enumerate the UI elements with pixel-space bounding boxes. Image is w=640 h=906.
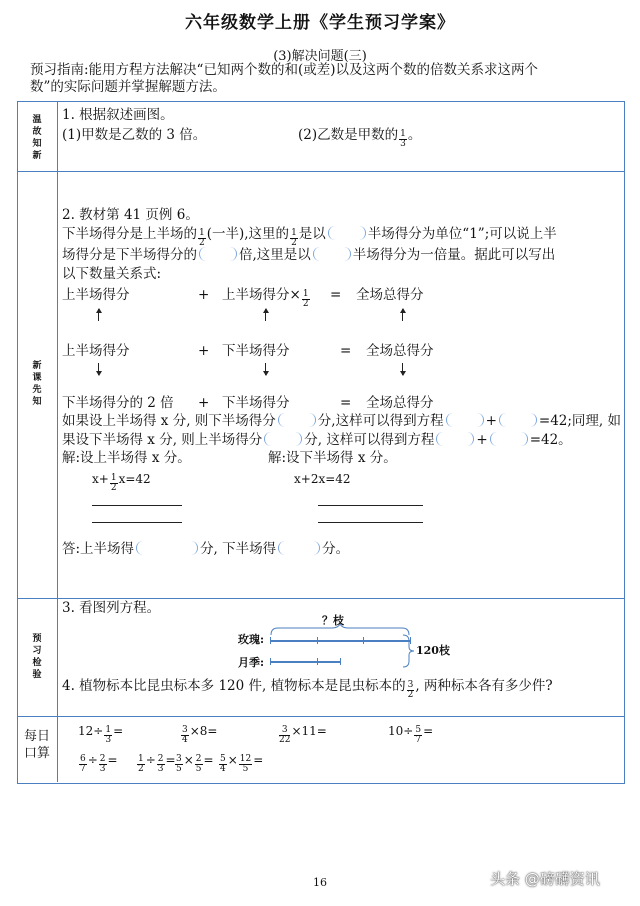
answer-blank[interactable]	[199, 247, 237, 261]
fraction-three-halves	[407, 681, 415, 700]
frac-den: 2	[110, 483, 117, 493]
eq1-b: x=42	[118, 472, 151, 486]
section-review-text: 温故知新	[32, 115, 42, 161]
frac-den: 2	[138, 764, 144, 774]
l2c: 半场得分为一倍量。据此可以写出	[352, 247, 556, 263]
frac-num: 2	[99, 754, 106, 764]
bar-tick	[270, 658, 271, 665]
rose-label: 玫瑰:	[238, 633, 265, 646]
fraction-one-third	[399, 130, 407, 149]
frac-num: 6	[80, 754, 86, 764]
c4-pre: 10÷	[388, 724, 414, 738]
q1b-text: (2)乙数是甲数的	[298, 127, 399, 143]
rel2-eq: =	[340, 343, 352, 359]
arrow-down-icon	[265, 363, 266, 375]
c2-post: ×8=	[189, 724, 218, 738]
page-title: 六年级数学上册《学生预习学案》	[185, 13, 455, 33]
frac-num: 3	[182, 725, 188, 735]
arrow-down-icon	[402, 363, 403, 375]
frac	[104, 726, 112, 745]
frac-den: 3	[105, 735, 112, 745]
frac-den: 5	[195, 764, 202, 774]
c3-post: ×11=	[291, 724, 327, 738]
frac-num: 1	[400, 129, 406, 139]
l5c: +	[476, 432, 488, 448]
frac-num: 5	[415, 725, 422, 735]
frac-den: 22	[279, 735, 291, 745]
answer-blank[interactable]	[313, 247, 351, 261]
rel3-a: 下半场得分的 2 倍	[62, 395, 174, 411]
frac-num: 12	[239, 754, 252, 764]
op: =	[165, 753, 176, 767]
frac-den: 4	[182, 735, 188, 745]
ans-b: 分, 下半场得	[200, 541, 277, 557]
rel1-plus: +	[198, 287, 210, 303]
new-line-5	[62, 432, 572, 449]
frac-den: 3	[99, 764, 106, 774]
answer-blank[interactable]	[436, 432, 474, 446]
c1-post: =	[113, 724, 124, 738]
answer-blank[interactable]	[446, 413, 484, 427]
bar-tick	[340, 658, 341, 665]
fraction-half	[198, 229, 206, 248]
frac-num: 2	[157, 754, 164, 764]
answer-blank[interactable]	[278, 413, 316, 427]
section-new-text: 新课先知	[32, 361, 42, 407]
c8-post: =	[253, 753, 264, 767]
rel2-a: 上半场得分	[62, 343, 130, 359]
frac	[414, 726, 422, 745]
rel2-c: 全场总得分	[366, 343, 434, 359]
answer-line[interactable]	[92, 505, 182, 506]
guide-line-2: 数”的实际问题并掌握解题方法。	[30, 79, 226, 95]
rel3-b: 下半场得分	[222, 395, 290, 411]
q4-post: , 两种标本各有多少件?	[415, 678, 553, 694]
frac-num: 3	[176, 754, 182, 764]
frac	[181, 726, 189, 745]
solution-1: 解:设上半场得 x 分。	[62, 450, 191, 466]
row-divider-2	[17, 598, 624, 599]
q1b-post: 。	[407, 127, 422, 143]
op: ÷	[87, 753, 98, 767]
chinarose-label: 月季:	[238, 656, 265, 669]
row-divider-3	[17, 716, 624, 717]
op: ×	[183, 753, 194, 767]
review-q1: 1. 根据叙述画图。	[62, 107, 174, 123]
row-divider-1	[17, 171, 624, 172]
rel2-plus: +	[198, 343, 210, 359]
new-line-4	[62, 413, 621, 430]
section-label-daily	[17, 728, 57, 762]
frac	[175, 755, 183, 774]
rel1-c: 全场总得分	[356, 287, 424, 303]
frac	[195, 755, 203, 774]
bar-tick	[270, 637, 271, 644]
l4b: 分,这样可以得到方程	[317, 413, 444, 429]
frac	[239, 755, 252, 774]
page-number: 16	[313, 876, 327, 889]
brace-right-icon	[402, 634, 416, 668]
rel3-eq: =	[340, 395, 352, 411]
answer-blank[interactable]	[278, 541, 320, 555]
section-daily-line2: 口算	[23, 746, 50, 761]
bar-tick	[317, 637, 318, 644]
review-q1b	[298, 127, 421, 149]
frac-den: 2	[407, 690, 414, 700]
answer-statement	[62, 541, 349, 558]
new-line-3: 以下数量关系式:	[62, 266, 162, 282]
fraction-half-3	[302, 290, 310, 309]
l5a: 果设下半场得 x 分, 则上半场得分	[62, 432, 263, 448]
op: ×	[227, 753, 238, 767]
answer-blank[interactable]	[136, 541, 198, 555]
frac-den: 3	[157, 764, 164, 774]
brace-top-icon	[270, 624, 410, 636]
answer-line[interactable]	[318, 522, 423, 523]
answer-blank[interactable]	[264, 432, 302, 446]
calc-2	[180, 724, 217, 745]
frac-num: 1	[291, 228, 297, 238]
l2a: 场得分是下半场得分的	[62, 247, 197, 263]
chinarose-bar	[270, 661, 340, 663]
ans-a: 答:上半场得	[62, 541, 135, 557]
l1b: (一半),这里的	[206, 226, 290, 242]
frac	[99, 755, 107, 774]
l4a: 如果设上半场得 x 分, 则下半场得分	[62, 413, 276, 429]
c5-post: =	[107, 753, 118, 767]
frac-den: 5	[242, 764, 249, 774]
calc-3	[278, 724, 327, 745]
frac-den: 3	[400, 139, 406, 149]
frac	[137, 755, 145, 774]
rel1-b	[222, 287, 311, 309]
op: ÷	[145, 753, 156, 767]
total-label: 120枝	[416, 644, 450, 657]
lesson-subtitle: (3)解决问题(三)	[273, 49, 367, 64]
rel3-plus: +	[198, 395, 210, 411]
arrow-down-icon	[98, 363, 99, 375]
frac-num: 1	[105, 725, 112, 735]
eq1-a: x+	[92, 472, 109, 486]
rel2-b: 下半场得分	[222, 343, 290, 359]
frac-num: 3	[279, 726, 290, 736]
frac-num: 1	[138, 754, 144, 764]
answer-line[interactable]	[318, 505, 423, 506]
frac-num: 1	[110, 473, 117, 483]
calc-1	[78, 724, 123, 745]
l2b: 倍,这里是以	[239, 247, 311, 263]
rose-bar	[270, 640, 410, 642]
calc-5	[78, 753, 118, 774]
section-check-text: 预习检验	[32, 634, 42, 680]
fraction-half-2	[290, 229, 298, 248]
arrow-up-icon	[402, 309, 403, 321]
check-q3: 3. 看图列方程。	[62, 600, 161, 616]
frac-den: 2	[199, 238, 205, 248]
l4c: +	[485, 413, 497, 429]
calc-8	[218, 753, 263, 774]
equation-1	[92, 472, 151, 493]
frac-num: 1	[199, 228, 205, 238]
section-daily-line1: 每日	[23, 729, 50, 744]
arrow-up-icon	[265, 309, 266, 321]
bar-tick	[317, 658, 318, 665]
frac	[79, 755, 87, 774]
fraction-half-4	[110, 474, 118, 493]
frac	[157, 755, 165, 774]
guide-line-1: 预习指南:能用方程方法解决“已知两个数的和(或差)以及这两个数的倍数关系求这两个	[30, 62, 538, 78]
watermark: 头条 @磅礴资讯	[490, 870, 600, 888]
calc-6	[136, 753, 176, 774]
ans-c: 分。	[322, 541, 350, 557]
answer-line[interactable]	[92, 522, 182, 523]
frac-den: 7	[80, 764, 86, 774]
solution-2: 解:设下半场得 x 分。	[268, 450, 397, 466]
frac-num: 3	[407, 680, 414, 690]
frac	[279, 726, 290, 745]
calc-4	[388, 724, 433, 745]
review-q1a: (1)甲数是乙数的 3 倍。	[62, 127, 207, 143]
preview-guide	[30, 62, 620, 96]
diagram-question-mark: ？枝	[322, 614, 344, 627]
frac-den: 2	[291, 238, 297, 248]
new-q2: 2. 教材第 41 页例 6。	[62, 207, 199, 223]
section-label-review	[17, 114, 57, 162]
equation-2: x+2x=42	[294, 472, 351, 486]
l1d: 半场得分为单位“1”;可以说上半	[367, 226, 557, 242]
frac-num: 1	[302, 289, 309, 299]
c7-post: =	[203, 753, 214, 767]
rel1-eq: =	[330, 287, 342, 303]
rel1-b-text: 上半场得分×	[222, 287, 301, 303]
new-line-2	[62, 247, 555, 264]
q4-pre: 4. 植物标本比昆虫标本多 120 件, 植物标本是昆虫标本的	[62, 678, 406, 694]
new-line-1	[62, 226, 557, 248]
bar-tick	[363, 637, 364, 644]
rel3-c: 全场总得分	[366, 395, 434, 411]
check-q4	[62, 678, 553, 700]
frac-num: 5	[220, 754, 226, 764]
answer-blank[interactable]	[328, 226, 366, 240]
section-label-check	[17, 633, 57, 681]
column-divider	[57, 102, 58, 782]
frac-num: 2	[195, 754, 202, 764]
answer-blank[interactable]	[499, 413, 537, 427]
answer-blank[interactable]	[490, 432, 528, 446]
section-label-new	[17, 360, 57, 408]
frac-den: 5	[176, 764, 182, 774]
l5b: 分, 这样可以得到方程	[304, 432, 435, 448]
arrow-up-icon	[98, 309, 99, 321]
frac-den: 4	[220, 764, 226, 774]
rel1-a: 上半场得分	[62, 287, 130, 303]
frac-den: 2	[302, 299, 309, 309]
frac	[219, 755, 227, 774]
l4d: =42;同理, 如	[538, 413, 622, 429]
c4-post: =	[423, 724, 434, 738]
frac-den: 7	[415, 735, 422, 745]
l5d: =42。	[529, 432, 572, 448]
calc-7	[174, 753, 214, 774]
l1c: 是以	[298, 226, 326, 242]
c1-pre: 12÷	[78, 724, 104, 738]
l1a: 下半场得分是上半场的	[62, 226, 197, 242]
